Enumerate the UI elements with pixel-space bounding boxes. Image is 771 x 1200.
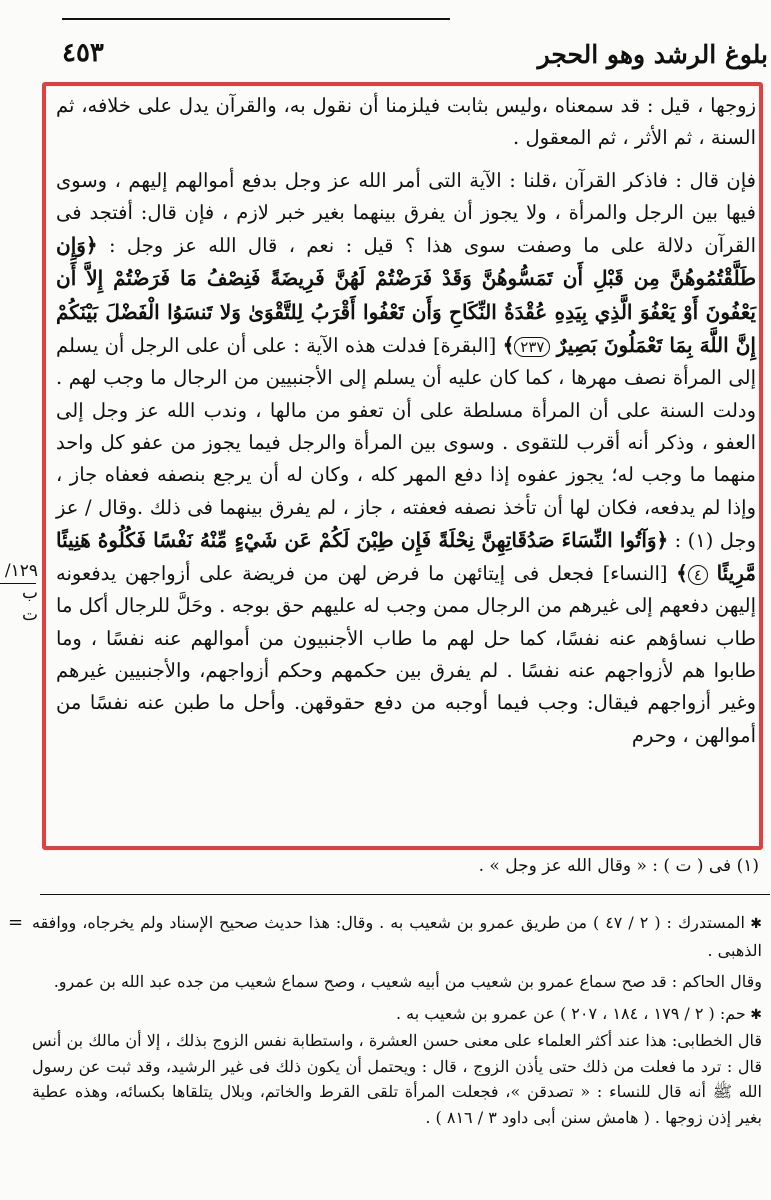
header-rule bbox=[62, 18, 450, 20]
page-number: ٤٥٣ bbox=[62, 38, 104, 68]
footnote: (١) فى ( ت ) : « وقال الله عز وجل » . bbox=[478, 856, 759, 876]
paragraph-1: زوجها ، قيل : قد سمعناه ،وليس بثابت فيلزمنا أن نقول به، والقرآن يدل على خلافه، ثم السنة ، ثم الأثر ، ثم المعقول . bbox=[56, 94, 756, 150]
paragraph-2-tail: فجعل فى إيتائهن ما فرض لهن من فريضة على أزواجهن يدفعونه إليهن دفعهم إلى غيرهم من الرجال ممن وجب له عليهم حق بوجه . وحَلَّ للرجال أكل ما طاب نساؤهم عنه نفسًا، كما حل لهم ما طاب الأجنبيون من أموالهم عنه نفسًا ، وما طابوا هم لأزواجهم عنه نفسًا . لم يفرق بين حكمهم وحكم أزواجهم، والأجنبيين غيرهم وغير أزواجهم فيقال: وجب فيما أوجبه من دفع حقوقهن. وأحل ما طبن عنه نفسًا من أموالهن ، وحرم bbox=[56, 562, 756, 747]
quran-verse-2-end: ﴾ bbox=[676, 561, 688, 586]
asterisk-icon: ✱ bbox=[745, 1006, 762, 1023]
note-3-text: حم: ( ٢ / ١٧٩ ، ١٨٤ ، ٢٠٧ ) عن عمرو بن شعيب به . bbox=[395, 1003, 746, 1023]
ayah-number-2: ٤ bbox=[688, 565, 708, 585]
margin-note bbox=[0, 560, 38, 626]
lower-notes bbox=[32, 904, 762, 1130]
margin-letter: ت bbox=[21, 605, 38, 625]
note-1 bbox=[32, 910, 762, 963]
main-text bbox=[56, 90, 756, 752]
paragraph-2-body: فدلت هذه الآية : على أن على الرجل أن يسلم إلى المرأة نصف مهرها ، كما كان عليه أن يسلم إلى الأجنبيين من الرجال ما وجب لهم . ودلت السنة على أن المرأة مسلطة على أن تعفو من مالها ، وندب الله عز وجل إلى العفو ، وذكر أنه أقرب للتقوى . وسوى بين المرأة والرجل فيما يجوز من عفو كل واحد منهما ما وجب له؛ يجوز عفوه إذا دفع المهر كله ، وكان له أن يرجع بنصفه فعفاه جاز ، وإذا لم يدفعه، فكان لها أن تأخذ نصفه فعفته ، جاز ، لم يفرق بينهما فى ذلك .وقال / عز وجل (١) : bbox=[56, 334, 757, 552]
asterisk-icon: ✱ bbox=[744, 916, 763, 932]
note-4: قال الخطابى: هذا عند أكثر العلماء على معنى حسن العشرة ، واستطابة نفس الزوج بذلك ، إلا أن مالك بن أنس قال : ترد ما فعلت من ذلك حتى يأذن الزوج ، قال : ويحتمل أن يكون ذلك فى غير الرشيد، وقد ثبت عن رسول الله ﷺ أنه قال للنساء : « تصدقن »، فجعلت المرأة تلقى القرط والخاتم، وبلال يتلقاها بكسائه، وهذه عطية بغير إذن زوجها . ( هامش سنن أبى داود ٣ / ٨١٦ ) . bbox=[32, 1031, 762, 1127]
paragraph-2-intro: فإن قال : فاذكر القرآن ،قلنا : الآية التى أمر الله عز وجل بدفع أموالهم إليهم ، وسوى فيها بين الرجل والمرأة ، ولا يجوز أن يفرق بينهما بغير خبر لازم ، فإن قال: أفتجد فى القرآن دلالة على ما وصفت سوى هذا ؟ قيل : نعم ، قال الله عز وجل : bbox=[56, 168, 756, 258]
quran-verse-2: ﴿وَآتُوا النِّسَاءَ صَدُقَاتِهِنَّ نِحْلَةً فَإِن طِبْنَ لَكُمْ عَن شَيْءٍ مِّنْهُ نَفْسًا فَكُلُوهُ هَنِيئًا مَّرِيئًا bbox=[56, 527, 757, 586]
sura-ref-2: [النساء] bbox=[602, 562, 668, 586]
sura-ref-1: [البقرة] bbox=[432, 334, 497, 358]
page-header bbox=[62, 38, 768, 78]
note-3 bbox=[32, 1001, 762, 1029]
note-2: وقال الحاكم : قد صح سماع عمرو بن شعيب من أبيه شعيب ، وصح سماع شعيب من جده عبد الله بن عمرو. bbox=[53, 972, 762, 991]
footnote-rule bbox=[40, 894, 770, 895]
ayah-number-1: ٢٣٧ bbox=[514, 337, 550, 357]
margin-rule bbox=[0, 583, 36, 584]
quran-verse-1: ﴿وَإِن طَلَّقْتُمُوهُنَّ مِن قَبْلِ أَن تَمَسُّوهُنَّ وَقَدْ فَرَضْتُمْ لَهُنَّ فَرِيضَةً فَنِصْفُ مَا فَرَضْتُمْ إِلاَّ أَن يَعْفُونَ أَوْ يَعْفُوَ الَّذِي بِيَدِهِ عُقْدَةُ النِّكَاحِ وَأَن تَعْفُوا أَقْرَبُ لِلتَّقْوَىٰ وَلا تَنسَوُا الْفَضْلَ بَيْنَكُمْ إِنَّ اللَّهَ بِمَا تَعْمَلُونَ بَصِيرٌ bbox=[56, 233, 756, 358]
continuation-mark: = bbox=[8, 912, 24, 933]
book-title: بلوغ الرشد وهو الحجر bbox=[537, 40, 768, 69]
quran-verse-1-end: ﴾ bbox=[502, 333, 515, 358]
paragraph-2 bbox=[56, 165, 756, 752]
note-1-text: المستدرك : ( ٢ / ٤٧ ) من طريق عمرو بن شعيب به . وقال: هذا حديث صحيح الإسناد ولم يخرجاه، ووافقه الذهبى . bbox=[32, 913, 762, 960]
margin-ref: ١٢٩/ب bbox=[4, 561, 38, 603]
